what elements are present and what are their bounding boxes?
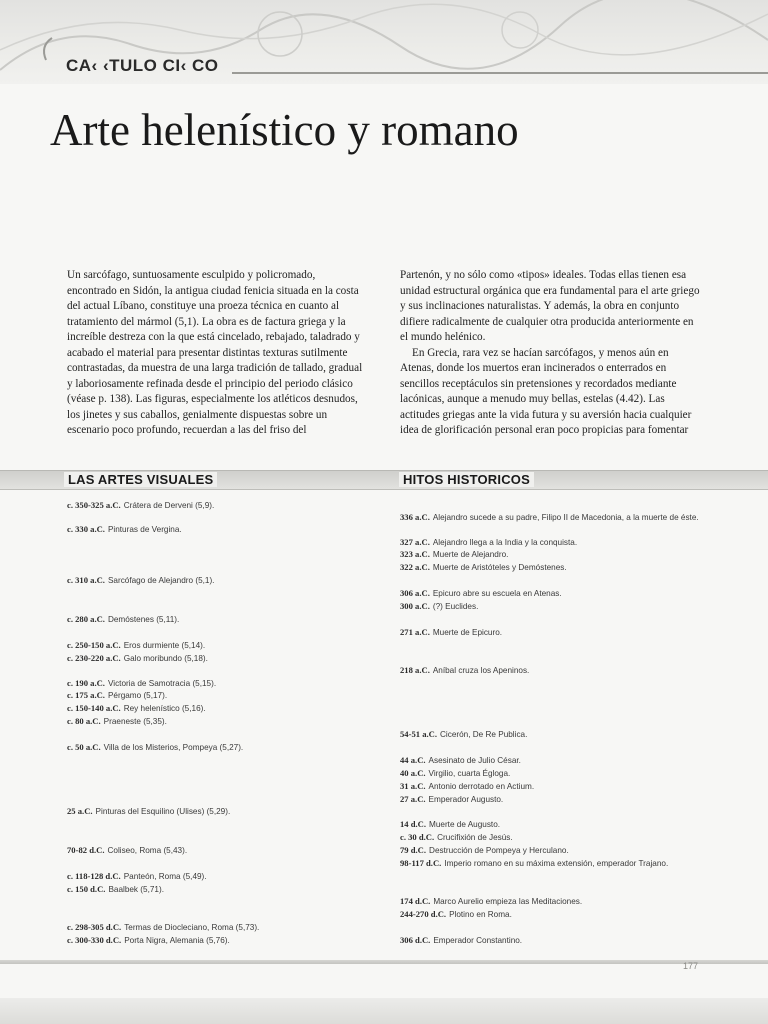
timeline-event <box>400 601 478 611</box>
event-text: Pérgamo (5,17). <box>107 691 168 700</box>
timeline-event <box>67 871 207 881</box>
timeline-event <box>67 678 216 688</box>
intro-paragraph: En Grecia, rara vez se hacían sarcófagos, y menos aún en Atenas, donde los muertos eran incinerados o enterrados en sencillos receptáculos sin pretensiones y recordados mediante lacónicas, aunque a menudo muy bellas, estelas (4.42). Las actitudes griegas ante la vida futura y su aversión hacia cualquier idea de glorificación personal eran poco propicias para fomentar <box>400 346 692 436</box>
event-date: 306 d.C. <box>400 935 431 945</box>
timeline-event <box>67 716 167 726</box>
timeline-event <box>400 549 508 559</box>
timeline-event <box>400 627 502 637</box>
event-text: Eros durmiente (5,14). <box>123 641 206 650</box>
timeline-event <box>67 575 214 585</box>
event-text: Aníbal cruza los Apeninos. <box>432 666 530 675</box>
event-text: Emperador Constantino. <box>433 936 523 945</box>
event-text: Sarcófago de Alejandro (5,1). <box>107 576 215 585</box>
event-date: c. 330 a.C. <box>67 524 105 534</box>
event-text: Alejandro llega a la India y la conquista. <box>432 538 578 547</box>
intro-column-right <box>400 268 700 439</box>
event-text: Termas de Diocleciano, Roma (5,73). <box>124 923 260 932</box>
event-text: Crucifixión de Jesús. <box>437 833 513 842</box>
event-text: Pinturas del Esquilino (Ulises) (5,29). <box>95 807 231 816</box>
event-text: Destrucción de Pompeya y Herculano. <box>429 846 569 855</box>
event-text: Muerte de Augusto. <box>429 820 501 829</box>
event-date: 323 a.C. <box>400 549 430 559</box>
event-date: c. 118-128 d.C. <box>67 871 121 881</box>
footer-decoration <box>0 998 768 1024</box>
timeline-event <box>400 562 567 572</box>
timeline-heading-historic: HITOS HISTORICOS <box>399 472 534 487</box>
timeline-event <box>400 909 512 919</box>
event-date: c. 310 a.C. <box>67 575 105 585</box>
event-date: 322 a.C. <box>400 562 430 572</box>
intro-paragraph: Un sarcófago, suntuosamente esculpido y policromado, encontrado en Sidón, la antigua ciudad fenicia situada en la costa del actual Líbano, constituye una proeza técnica en cuanto al tratamiento del mármol (5,1). La obra es de factura griega y la increíble destreza con la que está cincelado, rebajado, taladrado y acabado el material para presentar distintas texturas sutilmente contrastadas, da muestra de una larga tradición de tallado, gradual y laboriosamente refinada desde el principio del periodo clásico (véase p. 138). Las figuras, especialmente los atléticos desnudos, los jinetes y sus caballos, genialmente dispuestas sobre un escenario poco profundo, recuerdan a las del friso del <box>67 269 363 436</box>
event-date: 174 d.C. <box>400 896 431 906</box>
event-text: Praeneste (5,35). <box>103 717 167 726</box>
event-date: 31 a.C. <box>400 781 426 791</box>
event-text: Villa de los Misterios, Pompeya (5,27). <box>103 743 244 752</box>
timeline-event <box>67 500 214 510</box>
event-date: 271 a.C. <box>400 627 430 637</box>
timeline-event <box>400 832 513 842</box>
timeline-event <box>400 896 582 906</box>
timeline-event <box>67 884 164 894</box>
timeline-event <box>67 690 167 700</box>
event-date: c. 175 a.C. <box>67 690 105 700</box>
event-text: Muerte de Alejandro. <box>432 550 509 559</box>
event-date: 300 a.C. <box>400 601 430 611</box>
timeline-event <box>67 922 259 932</box>
timeline-heading-visual-arts: LAS ARTES VISUALES <box>64 472 217 487</box>
timeline-event <box>67 806 230 816</box>
intro-column-left <box>67 268 367 439</box>
timeline-event <box>67 742 243 752</box>
timeline-event <box>67 614 179 624</box>
event-text: Muerte de Epicuro. <box>432 628 503 637</box>
event-text: (?) Euclides. <box>432 602 479 611</box>
event-date: c. 50 a.C. <box>67 742 101 752</box>
timeline-event <box>400 781 534 791</box>
event-date: 98-117 d.C. <box>400 858 442 868</box>
timeline-event <box>67 703 206 713</box>
event-date: 14 d.C. <box>400 819 427 829</box>
event-text: Marco Aurelio empieza las Meditaciones. <box>433 897 583 906</box>
event-date: c. 230-220 a.C. <box>67 653 121 663</box>
event-date: 54-51 a.C. <box>400 729 437 739</box>
chapter-label: CA‹ ‹TULO CI‹ CO <box>66 56 219 75</box>
event-date: 327 a.C. <box>400 537 430 547</box>
event-text: Emperador Augusto. <box>428 795 504 804</box>
timeline-event <box>400 729 527 739</box>
event-text: Plotino en Roma. <box>449 910 512 919</box>
timeline-event <box>67 640 205 650</box>
timeline-event <box>400 794 503 804</box>
event-text: Demóstenes (5,11). <box>107 615 180 624</box>
event-text: Antonio derrotado en Actium. <box>428 782 535 791</box>
timeline-event <box>400 665 529 675</box>
event-date: c. 300-330 d.C. <box>67 935 122 945</box>
event-date: 218 a.C. <box>400 665 430 675</box>
event-text: Victoria de Samotracia (5,15). <box>107 679 217 688</box>
timeline-event <box>400 512 699 522</box>
event-date: c. 150 d.C. <box>67 884 106 894</box>
timeline-event <box>400 935 522 945</box>
event-date: c. 150-140 a.C. <box>67 703 121 713</box>
page-title: Arte helenístico y romano <box>50 105 519 155</box>
event-date: 44 a.C. <box>400 755 426 765</box>
intro-paragraph: Partenón, y no sólo como «tipos» ideales. Todas ellas tienen esa unidad estructural orgánica que era fundamental para el arte griego y sus inclinaciones naturalistas. Y además, la obra en conjunto difiere radicalmente de cualquier otra producida anteriormente en el mundo helénico. <box>400 269 700 343</box>
event-date: 336 a.C. <box>400 512 430 522</box>
event-date: 27 a.C. <box>400 794 426 804</box>
event-date: c. 250-150 a.C. <box>67 640 121 650</box>
event-text: Epicuro abre su escuela en Atenas. <box>432 589 562 598</box>
event-date: c. 350-325 a.C. <box>67 500 121 510</box>
event-date: c. 298-305 d.C. <box>67 922 122 932</box>
event-text: Muerte de Aristóteles y Demóstenes. <box>432 563 567 572</box>
timeline-event <box>400 588 562 598</box>
timeline-event <box>67 653 208 663</box>
timeline-event <box>400 819 500 829</box>
event-text: Virgilio, cuarta Égloga. <box>428 769 511 778</box>
timeline-event <box>67 845 187 855</box>
event-text: Porta Nigra, Alemania (5,76). <box>124 936 230 945</box>
timeline-event <box>400 858 668 868</box>
event-text: Baalbek (5,71). <box>108 885 164 894</box>
event-text: Galo moribundo (5,18). <box>123 654 208 663</box>
chapter-rule <box>232 72 768 74</box>
event-date: 244-270 d.C. <box>400 909 447 919</box>
footer-rule <box>0 960 768 964</box>
event-text: Coliseo, Roma (5,43). <box>107 846 188 855</box>
event-date: c. 190 a.C. <box>67 678 105 688</box>
timeline-event <box>400 768 510 778</box>
event-date: 306 a.C. <box>400 588 430 598</box>
event-text: Cicerón, De Re Publica. <box>440 730 528 739</box>
event-text: Crátera de Derveni (5,9). <box>123 501 215 510</box>
event-date: 40 a.C. <box>400 768 426 778</box>
event-text: Rey helenístico (5,16). <box>123 704 206 713</box>
event-text: Alejandro sucede a su padre, Filipo II de Macedonia, a la muerte de éste. <box>432 513 699 522</box>
event-text: Panteón, Roma (5,49). <box>123 872 207 881</box>
timeline-event <box>67 935 230 945</box>
page-number: 177 <box>682 961 698 971</box>
event-date: 79 d.C. <box>400 845 427 855</box>
timeline-event <box>400 537 577 547</box>
timeline-event <box>67 524 182 534</box>
event-date: 25 a.C. <box>67 806 93 816</box>
event-date: c. 280 a.C. <box>67 614 105 624</box>
event-text: Imperio romano en su máxima extensión, emperador Trajano. <box>444 859 669 868</box>
event-date: 70-82 d.C. <box>67 845 105 855</box>
event-date: c. 80 a.C. <box>67 716 101 726</box>
event-text: Pinturas de Vergina. <box>107 525 182 534</box>
timeline-event <box>400 845 569 855</box>
timeline-event <box>400 755 521 765</box>
event-date: c. 30 d.C. <box>400 832 435 842</box>
event-text: Asesinato de Julio César. <box>428 756 521 765</box>
